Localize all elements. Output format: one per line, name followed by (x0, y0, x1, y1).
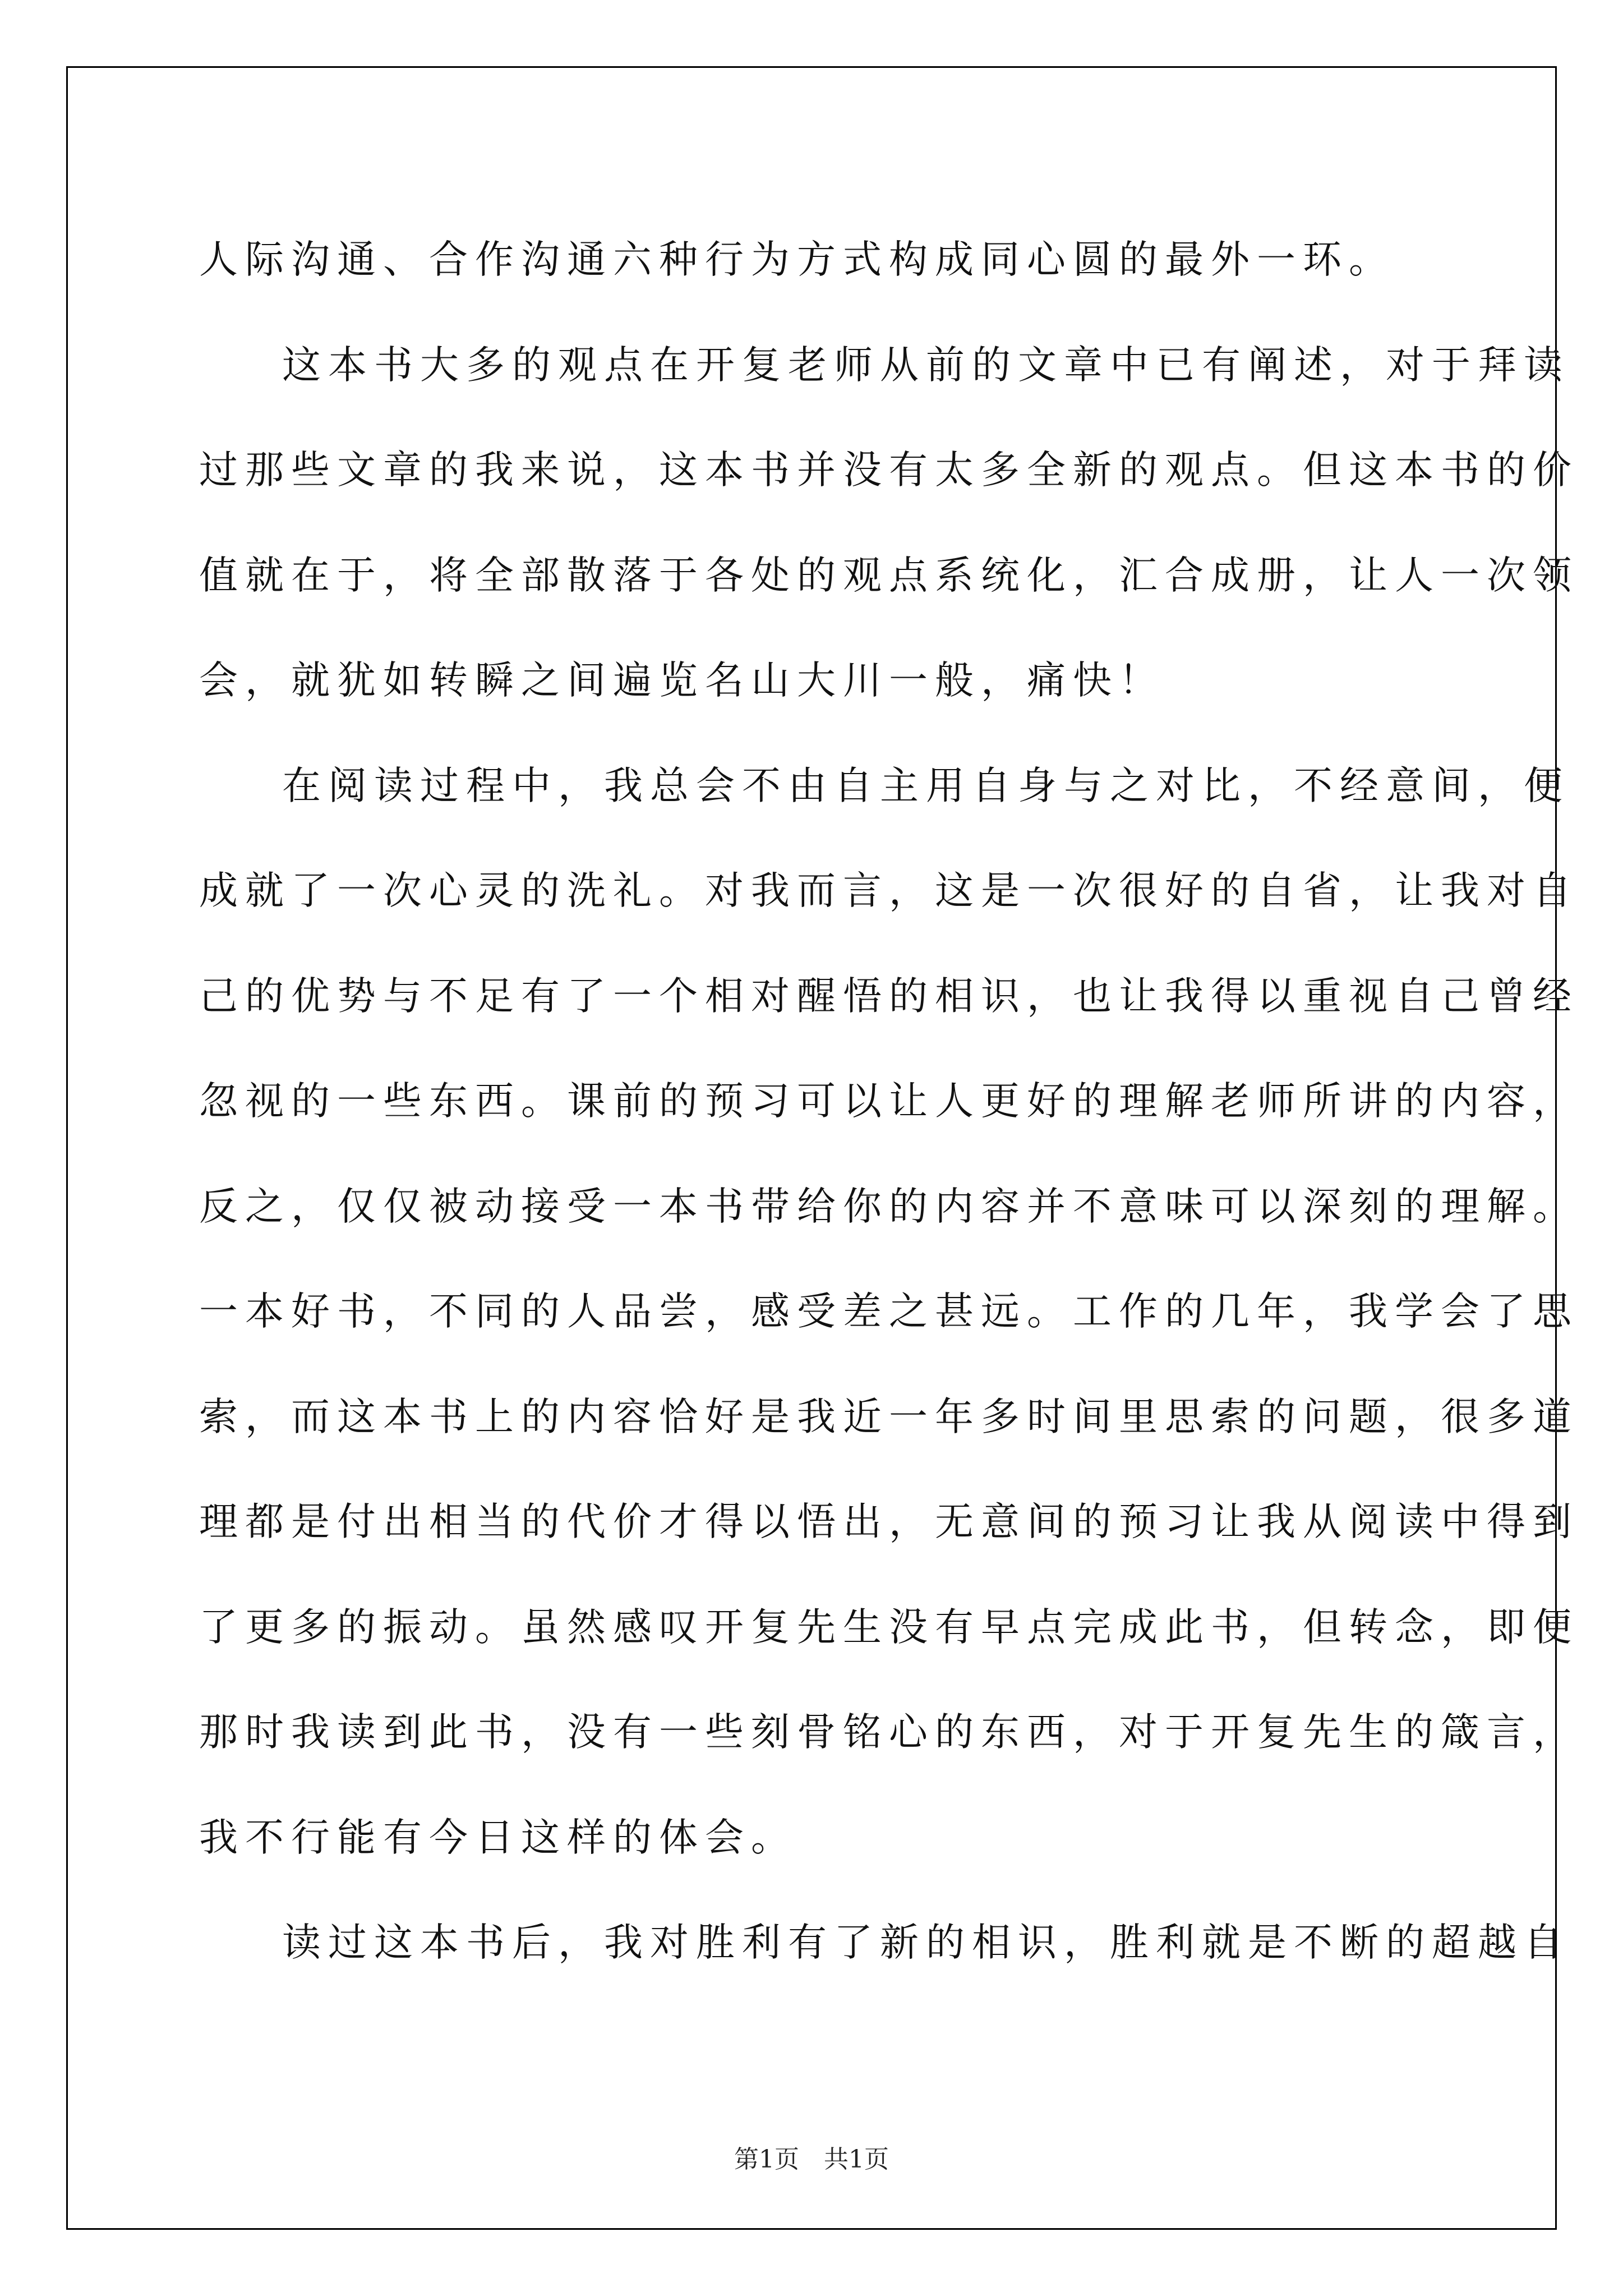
text-line: 反之，仅仅被动接受一本书带给你的内容并不意味可以深刻的理解。 (199, 1184, 1579, 1229)
text-line: 一本好书，不同的人品尝，感受差之甚远。工作的几年，我学会了思 (199, 1289, 1579, 1334)
text-line: 理都是付出相当的代价才得以悟出，无意间的预习让我从阅读中得到 (199, 1499, 1579, 1544)
text-line: 读过这本书后，我对胜利有了新的相识，胜利就是不断的超越自 (282, 1920, 1570, 1965)
text-line: 这本书大多的观点在开复老师从前的文章中已有阐述，对于拜读 (282, 342, 1570, 388)
text-line: 忽视的一些东西。课前的预习可以让人更好的理解老师所讲的内容， (199, 1079, 1579, 1124)
document-body (199, 208, 1579, 1996)
text-line: 了更多的振动。虽然感叹开复先生没有早点完成此书，但转念，即便 (199, 1604, 1579, 1650)
text-line: 成就了一次心灵的洗礼。对我而言，这是一次很好的自省，让我对自 (199, 868, 1579, 913)
text-line: 己的优势与不足有了一个相对醒悟的相识，也让我得以重视自己曾经 (199, 973, 1579, 1019)
text-line: 在阅读过程中，我总会不由自主用自身与之对比，不经意间，便 (282, 763, 1570, 808)
text-line: 过那些文章的我来说，这本书并没有太多全新的观点。但这本书的价 (199, 448, 1579, 493)
text-line: 会，就犹如转瞬之间遍览名山大川一般，痛快！ (199, 658, 1165, 703)
text-line: 索，而这本书上的内容恰好是我近一年多时间里思索的问题，很多道 (199, 1394, 1579, 1439)
text-line: 人际沟通、合作沟通六种行为方式构成同心圆的最外一环。 (199, 237, 1395, 282)
text-line: 那时我读到此书，没有一些刻骨铭心的东西，对于开复先生的箴言， (199, 1710, 1579, 1755)
page-footer: 第1页 共1页 (734, 2145, 889, 2174)
text-line: 值就在于，将全部散落于各处的观点系统化，汇合成册，让人一次领 (199, 553, 1579, 598)
text-line: 我不行能有今日这样的体会。 (199, 1815, 797, 1860)
